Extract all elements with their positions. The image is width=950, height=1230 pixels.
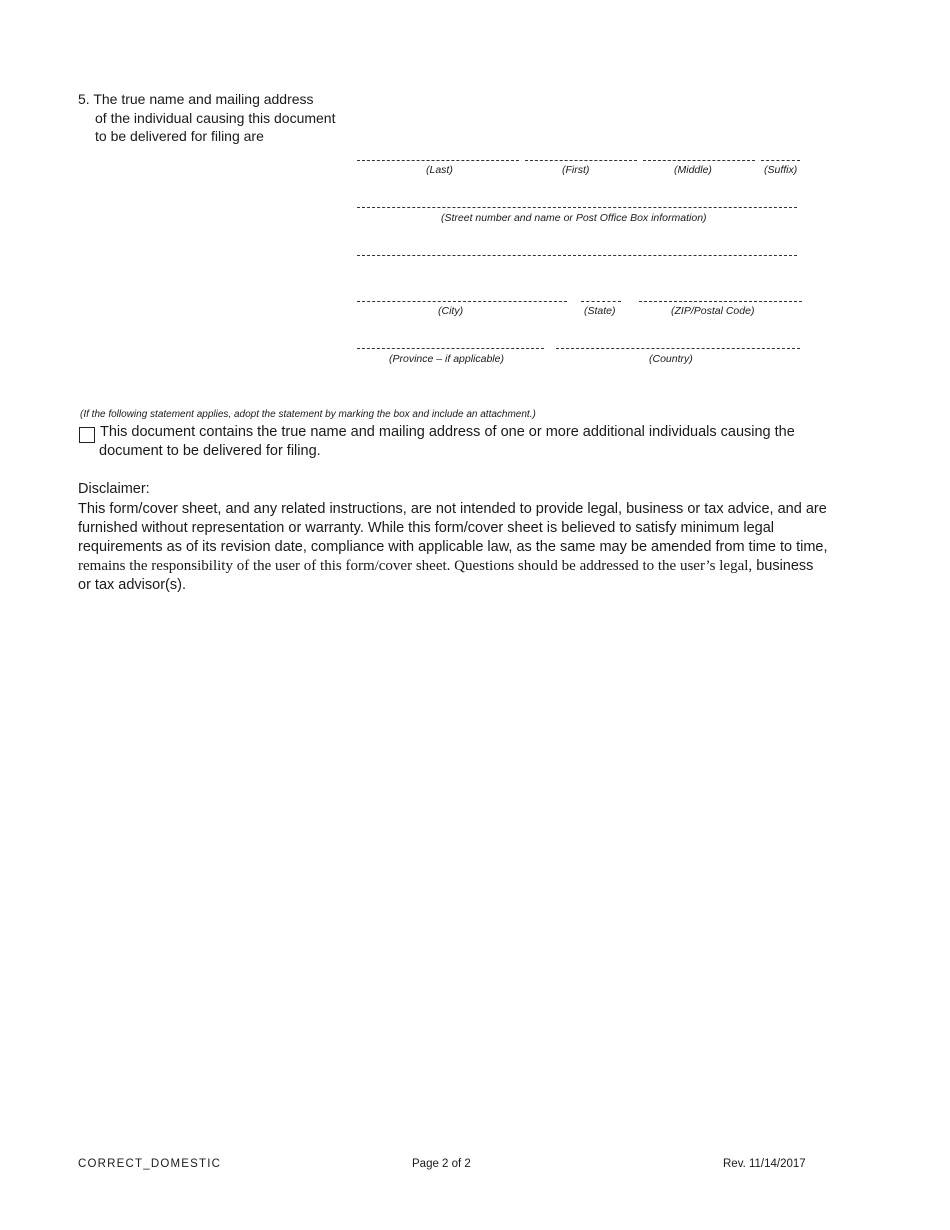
province-caption: (Province – if applicable) bbox=[389, 353, 504, 365]
middle-name-caption: (Middle) bbox=[674, 164, 712, 176]
province-field[interactable] bbox=[357, 348, 544, 349]
item-5-line-1: 5. The true name and mailing address bbox=[78, 91, 314, 107]
suffix-field[interactable] bbox=[761, 160, 800, 161]
country-caption: (Country) bbox=[649, 353, 693, 365]
state-field[interactable] bbox=[581, 301, 621, 302]
item-5-heading bbox=[78, 90, 335, 146]
first-name-field[interactable] bbox=[525, 160, 637, 161]
last-name-field[interactable] bbox=[357, 160, 519, 161]
zip-field[interactable] bbox=[639, 301, 802, 302]
disclaimer-line-4-serif: remains the responsibility of the user of this form/cover sheet. Questions should be addressed to the user’s legal, bbox=[78, 558, 753, 574]
suffix-caption: (Suffix) bbox=[764, 164, 798, 176]
city-caption: (City) bbox=[438, 305, 464, 317]
disclaimer-line-4-rest: business bbox=[752, 558, 814, 574]
attachment-note: (If the following statement applies, adopt the statement by marking the box and include an attachment.) bbox=[80, 409, 536, 420]
state-caption: (State) bbox=[584, 305, 616, 317]
middle-name-field[interactable] bbox=[643, 160, 755, 161]
street-caption: (Street number and name or Post Office Box information) bbox=[441, 212, 707, 224]
disclaimer-line-2: furnished without representation or warranty. While this form/cover sheet is believed to satisfy minimum legal bbox=[78, 520, 775, 536]
disclaimer-line-1: This form/cover sheet, and any related instructions, are not intended to provide legal, business or tax advice, and are bbox=[78, 501, 827, 517]
country-field[interactable] bbox=[556, 348, 800, 349]
city-field[interactable] bbox=[357, 301, 567, 302]
disclaimer-line-4 bbox=[78, 557, 888, 576]
item-5-line-3: to be delivered for filing are bbox=[95, 128, 264, 144]
checkbox-label-line-2: document to be delivered for filing. bbox=[99, 443, 321, 459]
last-name-caption: (Last) bbox=[426, 164, 453, 176]
footer-revision: Rev. 11/14/2017 bbox=[723, 1158, 806, 1170]
disclaimer-line-3: requirements as of its revision date, compliance with applicable law, as the same may be amended from time to time, bbox=[78, 539, 828, 555]
footer-form-id: CORRECT_DOMESTIC bbox=[78, 1158, 222, 1170]
disclaimer-line-5: or tax advisor(s). bbox=[78, 577, 186, 593]
disclaimer-body bbox=[78, 500, 888, 595]
street-field[interactable] bbox=[357, 207, 797, 208]
additional-individuals-checkbox[interactable] bbox=[79, 427, 95, 443]
checkbox-label-line-1: This document contains the true name and mailing address of one or more additional individuals causing the bbox=[100, 424, 795, 440]
footer-page-number: Page 2 of 2 bbox=[412, 1158, 471, 1170]
first-name-caption: (First) bbox=[562, 164, 590, 176]
address-line-2-field[interactable] bbox=[357, 255, 797, 256]
disclaimer-title: Disclaimer: bbox=[78, 481, 150, 497]
item-5-line-2: of the individual causing this document bbox=[95, 109, 336, 126]
zip-caption: (ZIP/Postal Code) bbox=[671, 305, 755, 317]
